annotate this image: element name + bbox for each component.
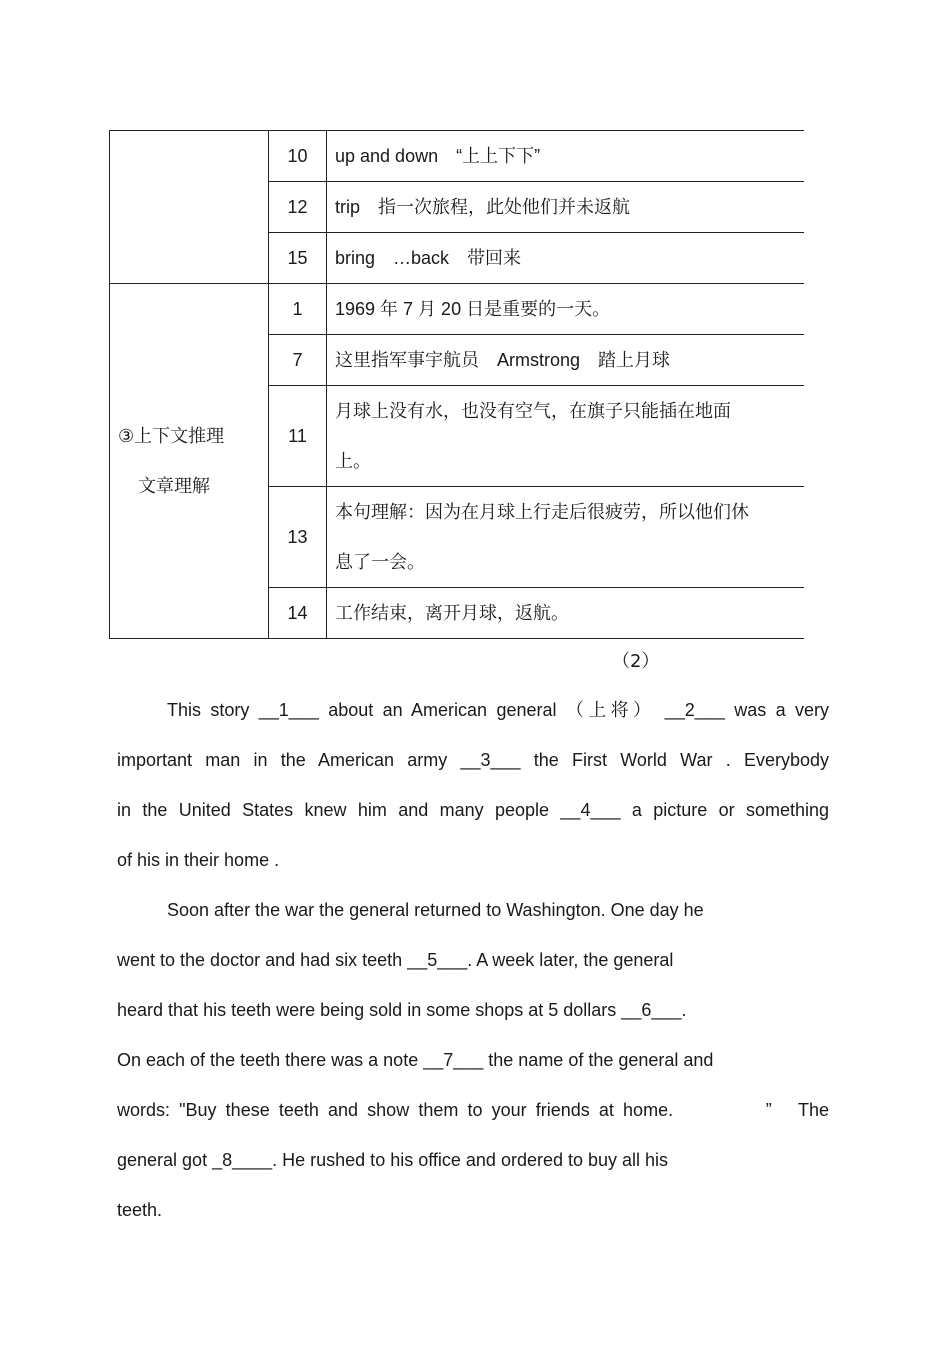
item-note: 1969 年 7 月 20 日是重要的一天。: [327, 284, 804, 335]
category-sublabel: 文章理解: [138, 476, 210, 496]
item-note-text: 月球上没有水，也没有空气，在旗子只能插在地面上。: [335, 401, 731, 471]
passage-line: went to the doctor and had six teeth __5___. A week later, the general: [117, 950, 674, 970]
table-row: [110, 284, 804, 335]
passage-line: words: "Buy these teeth and show them to your friends at home. ” The: [117, 1100, 829, 1120]
section-label: （2）: [612, 651, 660, 672]
item-note: trip 指一次旅程，此处他们并未返航: [327, 182, 804, 233]
item-number: 14: [269, 588, 327, 639]
passage-line: Soon after the war the general returned to Washington. One day he: [167, 900, 704, 920]
category-label: ③上下文推理: [118, 426, 225, 446]
passage-line: heard that his teeth were being sold in some shops at 5 dollars __6___.: [117, 1000, 687, 1020]
item-number: 11: [269, 386, 327, 487]
passage-line: On each of the teeth there was a note __7___ the name of the general and: [117, 1050, 714, 1070]
item-note-text: 本句理解：因为在月球上行走后很疲劳，所以他们休息了一会。: [335, 502, 749, 572]
table-row: [110, 131, 804, 182]
passage-line: This story __1___ about an American general （上将） __2___ was a very: [167, 700, 829, 720]
item-number: 10: [269, 131, 327, 182]
item-note: 这里指军事宇航员 Armstrong 踏上月球: [327, 335, 804, 386]
item-note: up and down “上上下下”: [327, 131, 804, 182]
passage-line: of his in their home .: [117, 850, 280, 870]
passage-line: important man in the American army __3___ the First World War . Everybody: [117, 750, 829, 770]
item-note: bring …back 带回来: [327, 233, 804, 284]
category-cell-empty: [110, 131, 269, 284]
passage-line: teeth.: [117, 1200, 163, 1220]
item-number: 12: [269, 182, 327, 233]
item-note: [327, 487, 804, 588]
item-number: 1: [269, 284, 327, 335]
item-number: 13: [269, 487, 327, 588]
passage-line: in the United States knew him and many people __4___ a picture or something: [117, 800, 829, 820]
item-number: 15: [269, 233, 327, 284]
cloze-passage: [117, 685, 829, 1235]
category-cell: [110, 284, 269, 639]
item-note: [327, 386, 804, 487]
passage-line: general got _8____. He rushed to his office and ordered to buy all his: [117, 1150, 669, 1170]
item-number: 7: [269, 335, 327, 386]
item-note: 工作结束，离开月球，返航。: [327, 588, 804, 639]
vocabulary-analysis-table: [109, 130, 804, 639]
